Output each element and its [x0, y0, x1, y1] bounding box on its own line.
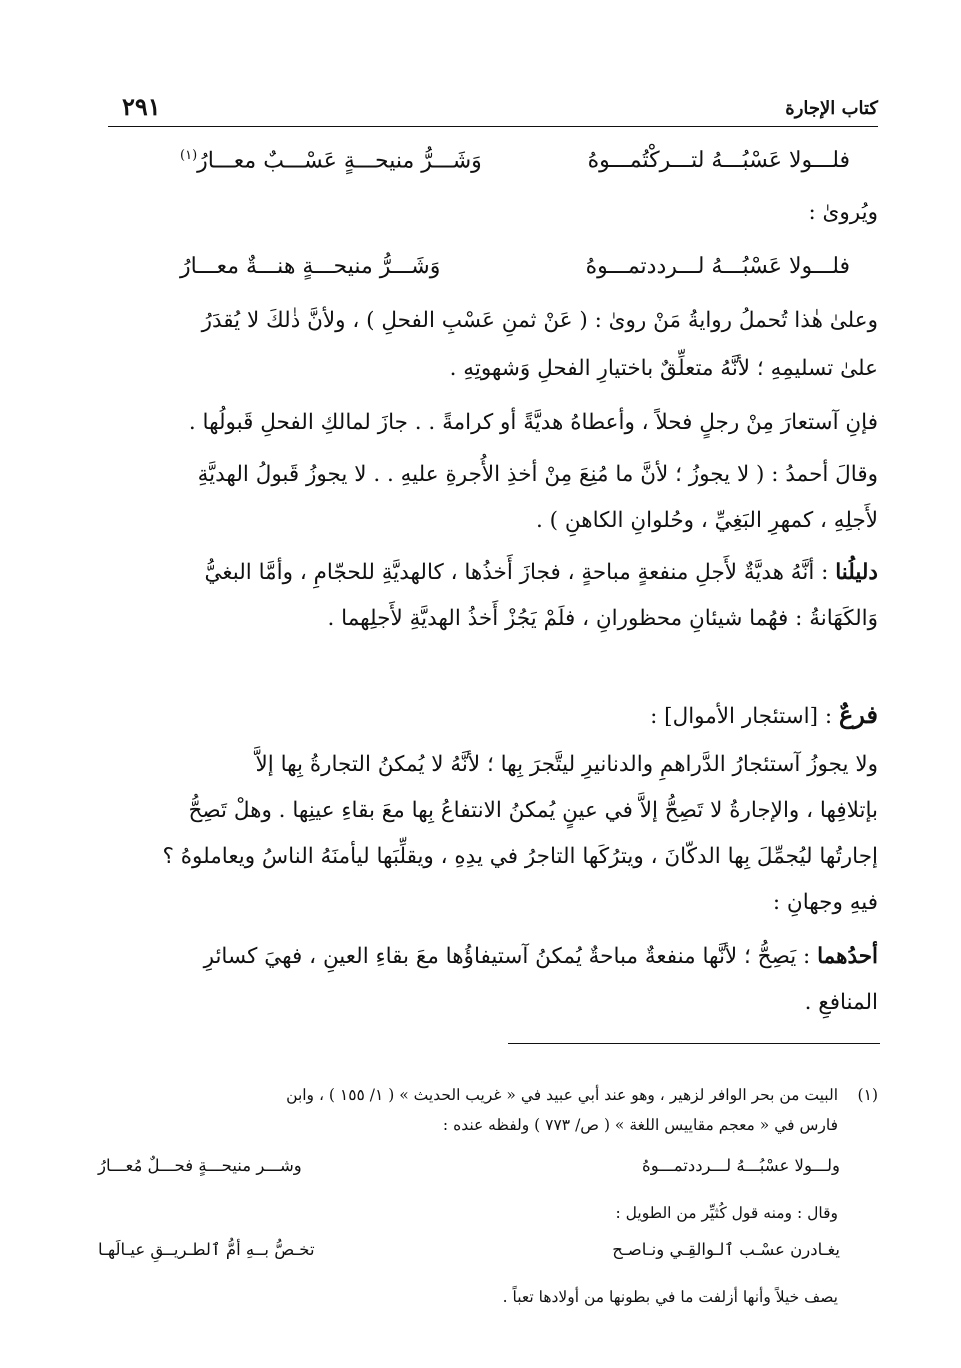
footnote-1-text-1: البيت من بحر الوافر لزهير ، وهو عند أبي عبيد في « غريب الحديث » ( ١/ ١٥٥ ) ، وابن [286, 1086, 838, 1104]
variant-intro: ويُروىٰ : [808, 200, 878, 225]
paragraph-5-line-2: بإتلافِها ، والإجارةُ لا تَصِحُّ إلاَّ في عينٍ يُمكنُ الانتفاعُ بِها معَ بقاءِ عينِها . وهلْ تَصِحُّ [188, 798, 878, 823]
footnote-verse-2-first-hemistich: يغـادرن عسْـب ٱلـوالقِـي ونـاصـح [612, 1240, 840, 1259]
verse-2-second-hemistich: وَشَـــرُّ منيحـــةٍ هنـــةٌ معـــارُ [180, 254, 441, 279]
paragraph-6-line-1-text: : يَصِحُّ ؛ لأنَّها منفعةٌ مباحةٌ يُمكنُ آستيفاؤُها معَ بقاءِ العينِ ، فهيَ كسائرِ [203, 944, 811, 969]
footnote-1-line-2 [98, 1112, 878, 1138]
verse-1-second-hemistich [180, 148, 482, 173]
paragraph-1-line-1: وعلىٰ هٰذا تُحملُ روايةُ مَنْ روىٰ : ( عَنْ ثمنِ عَسْبِ الفحلِ ) ، ولأنَّ ذٰلكَ لا يُقدَرُ [201, 308, 878, 333]
section-title: : [استئجار الأموال] : [650, 704, 833, 729]
paragraph-2-line-1: فإنِ آستعارَ مِنْ رجلٍ فحلاً ، وأعطاهُ هديَّةً أو كرامةً . . جازَ لمالكِ الفحلِ قَبولُها . [188, 410, 878, 435]
footnote-1-text-4: يصف خيلاً وأنها أزلفت ما في بطونها من أولادها تعباً . [502, 1288, 838, 1306]
footnote-verse-1-first-hemistich: ولـــولا عسْبُـــهُ لـــرددتمـــوهُ [642, 1156, 840, 1175]
book-title: كتاب الإجارة [785, 98, 878, 119]
verse-1-second-hemistich-text: وَشَـــرُّ منيحـــةٍ عَسْـــبٌ معـــارُ [197, 148, 482, 174]
paragraph-4-line-1-text: : أنَّهُ هديَّةٌ لأَجلِ منفعةٍ مباحةٍ ، فجازَ أَخذُها ، كالهديَّةِ للحجّامِ ، وأمَّا البغيُّ [204, 560, 829, 585]
paragraph-3-line-1: وقالَ أحمدُ : ( لا يجوزُ ؛ لأنَّ ما مُنِعَ مِنْ أخذِ الأُجرةِ عليهِ . . لا يجوزُ قَبولُ الهديَّةِ [197, 462, 878, 487]
paragraph-1-line-2: علىٰ تسليمِهِ ؛ لأنَّهُ متعلِّقٌ باختيارِ الفحلِ وَشهوتِهِ . [449, 356, 878, 381]
footnote-separator [508, 1043, 880, 1044]
paragraph-4-line-2: وَالكَهَانةُ : فهُما شيئانِ محظورانِ ، فلَمْ يَجُزْ أَخذُ الهديَّةِ لأَجلِهما . [327, 606, 878, 631]
page-number: ٢٩١ [122, 92, 161, 121]
section-heading [98, 700, 878, 729]
footnote-verse-1-second-hemistich: وشـــر منيحـــةٍ فحـــلٌ مُعـــارُ [98, 1156, 302, 1175]
paragraph-6-line-1 [98, 944, 878, 969]
footnote-1-text-3: وقال : ومنه قول كُثيِّر من الطويل : [615, 1204, 838, 1222]
paragraph-4-line-1 [98, 560, 878, 585]
section-lead: فرعٌ [838, 700, 878, 729]
paragraph-4-lead: دليلُنا [835, 560, 878, 585]
footnote-verse-2 [98, 1240, 878, 1268]
footnote-verse-1 [98, 1156, 878, 1184]
footnote-1-text-2: فارس في « معجم مقاييس اللغة » ( ص/ ٧٧٣ ) ولفظه عنده : [442, 1116, 838, 1134]
poetry-verse-2 [108, 254, 878, 294]
paragraph-6-lead: أحدُهما [817, 944, 878, 969]
footnote-1-line-1 [98, 1082, 878, 1108]
footnote-marker: (١) [180, 148, 198, 163]
running-header [108, 92, 878, 127]
footnote-verse-2-second-hemistich: تخـصُّ بــهِ أمُّ ٱلطـريــقِ عيـالَهـا [98, 1240, 315, 1259]
paragraph-6-line-2: المنافعِ . [804, 990, 878, 1015]
poetry-verse-1 [108, 148, 878, 188]
paragraph-5-line-1: ولا يجوزُ آستئجارُ الدَّراهمِ والدنانيرِ ليتَّجرَ بِها ؛ لأنَّهُ لا يُمكنُ التجارةُ بِها إلاَّ [255, 752, 878, 777]
verse-1-first-hemistich: فلـــولا عَسْبُـــهُ لتـــركْتُمـــوهُ [587, 148, 850, 173]
paragraph-5-line-3: إجارتُها ليُجمِّلَ بِها الدكّانَ ، ويترُكَها التاجرُ في يدِهِ ، ويقلِّبَها ليأمنَهُ الناسُ ويعاملوهُ ؟ [162, 844, 878, 869]
footnote-1-line-3 [98, 1200, 878, 1226]
footnote-1-line-4 [98, 1284, 878, 1310]
paragraph-3-line-2: لأَجلِهِ ، كمهرِ البَغِيِّ ، وحُلوانِ الكاهنِ ) . [535, 508, 878, 533]
verse-2-first-hemistich: فلـــولا عَسْبُـــهُ لـــرددتمـــوهُ [585, 254, 850, 279]
footnote-number: (١) [857, 1086, 878, 1104]
paragraph-5-line-4: فيهِ وجهانِ : [772, 890, 878, 915]
